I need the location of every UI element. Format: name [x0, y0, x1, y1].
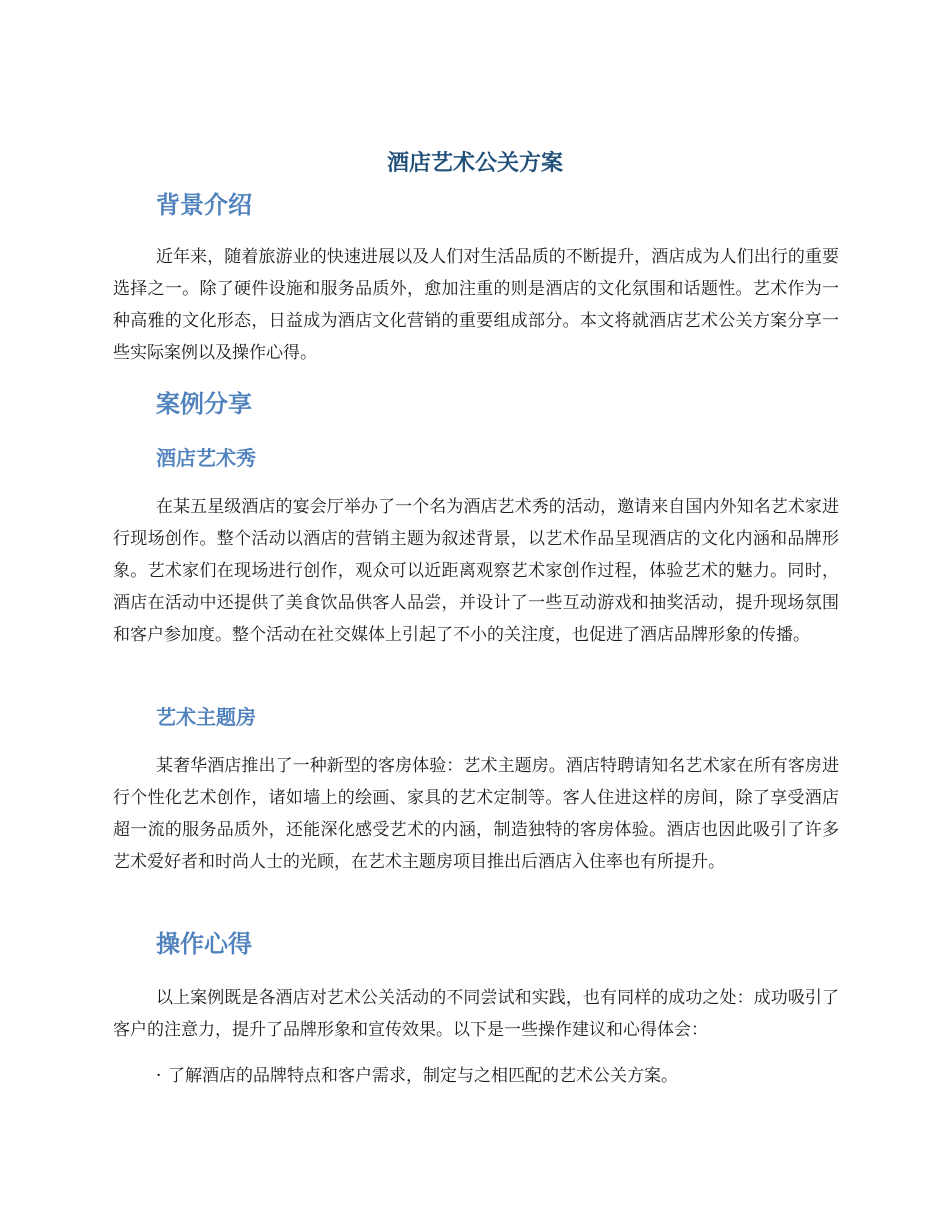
experience-paragraph: 以上案例既是各酒店对艺术公关活动的不同尝试和实践，也有同样的成功之处：成功吸引了客户的注意力，提升了品牌形象和宣传效果。以下是一些操作建议和心得体会：: [113, 988, 839, 1040]
subsection-heading-art-show: 酒店艺术秀: [156, 446, 256, 470]
section-heading-experience: 操作心得: [156, 930, 252, 958]
document-title: 酒店艺术公关方案: [386, 151, 563, 176]
background-paragraph: 近年来，随着旅游业的快速进展以及人们对生活品质的不断提升，酒店成为人们出行的重要选择之一。除了硬件设施和服务品质外，愈加注重的则是酒店的文化氛围和话题性。艺术作为一种高雅的文化形态，日益成为酒店文化营销的重要组成部分。本文将就酒店艺术公关方案分享一些实际案例以及操作心得。: [113, 247, 839, 363]
subsection-heading-art-theme-room: 艺术主题房: [156, 705, 256, 729]
list-item-text: 了解酒店的品牌特点和客户需求，制定与之相匹配的艺术公关方案。: [168, 1066, 678, 1086]
bullet-marker: ·: [156, 1066, 162, 1086]
art-theme-room-paragraph: 某奢华酒店推出了一种新型的客房体验：艺术主题房。酒店特聘请知名艺术家在所有客房进行个性化艺术创作，诸如墙上的绘画、家具的艺术定制等。客人住进这样的房间，除了享受酒店超一流的服务品质外，还能深化感受艺术的内涵，制造独特的客房体验。酒店也因此吸引了许多艺术爱好者和时尚人士的光顾，在艺术主题房项目推出后酒店入住率也有所提升。: [113, 756, 839, 872]
art-show-paragraph: 在某五星级酒店的宴会厅举办了一个名为酒店艺术秀的活动，邀请来自国内外知名艺术家进行现场创作。整个活动以酒店的营销主题为叙述背景，以艺术作品呈现酒店的文化内涵和品牌形象。艺术家们在现场进行创作，观众可以近距离观察艺术家创作过程，体验艺术的魅力。同时，酒店在活动中还提供了美食饮品供客人品尝，并设计了一些互动游戏和抽奖活动，提升现场氛围和客户参加度。整个活动在社交媒体上引起了不小的关注度，也促进了酒店品牌形象的传播。: [113, 497, 839, 645]
section-heading-background: 背景介绍: [156, 191, 252, 219]
section-heading-cases: 案例分享: [156, 390, 252, 418]
list-item: [156, 1060, 840, 1092]
